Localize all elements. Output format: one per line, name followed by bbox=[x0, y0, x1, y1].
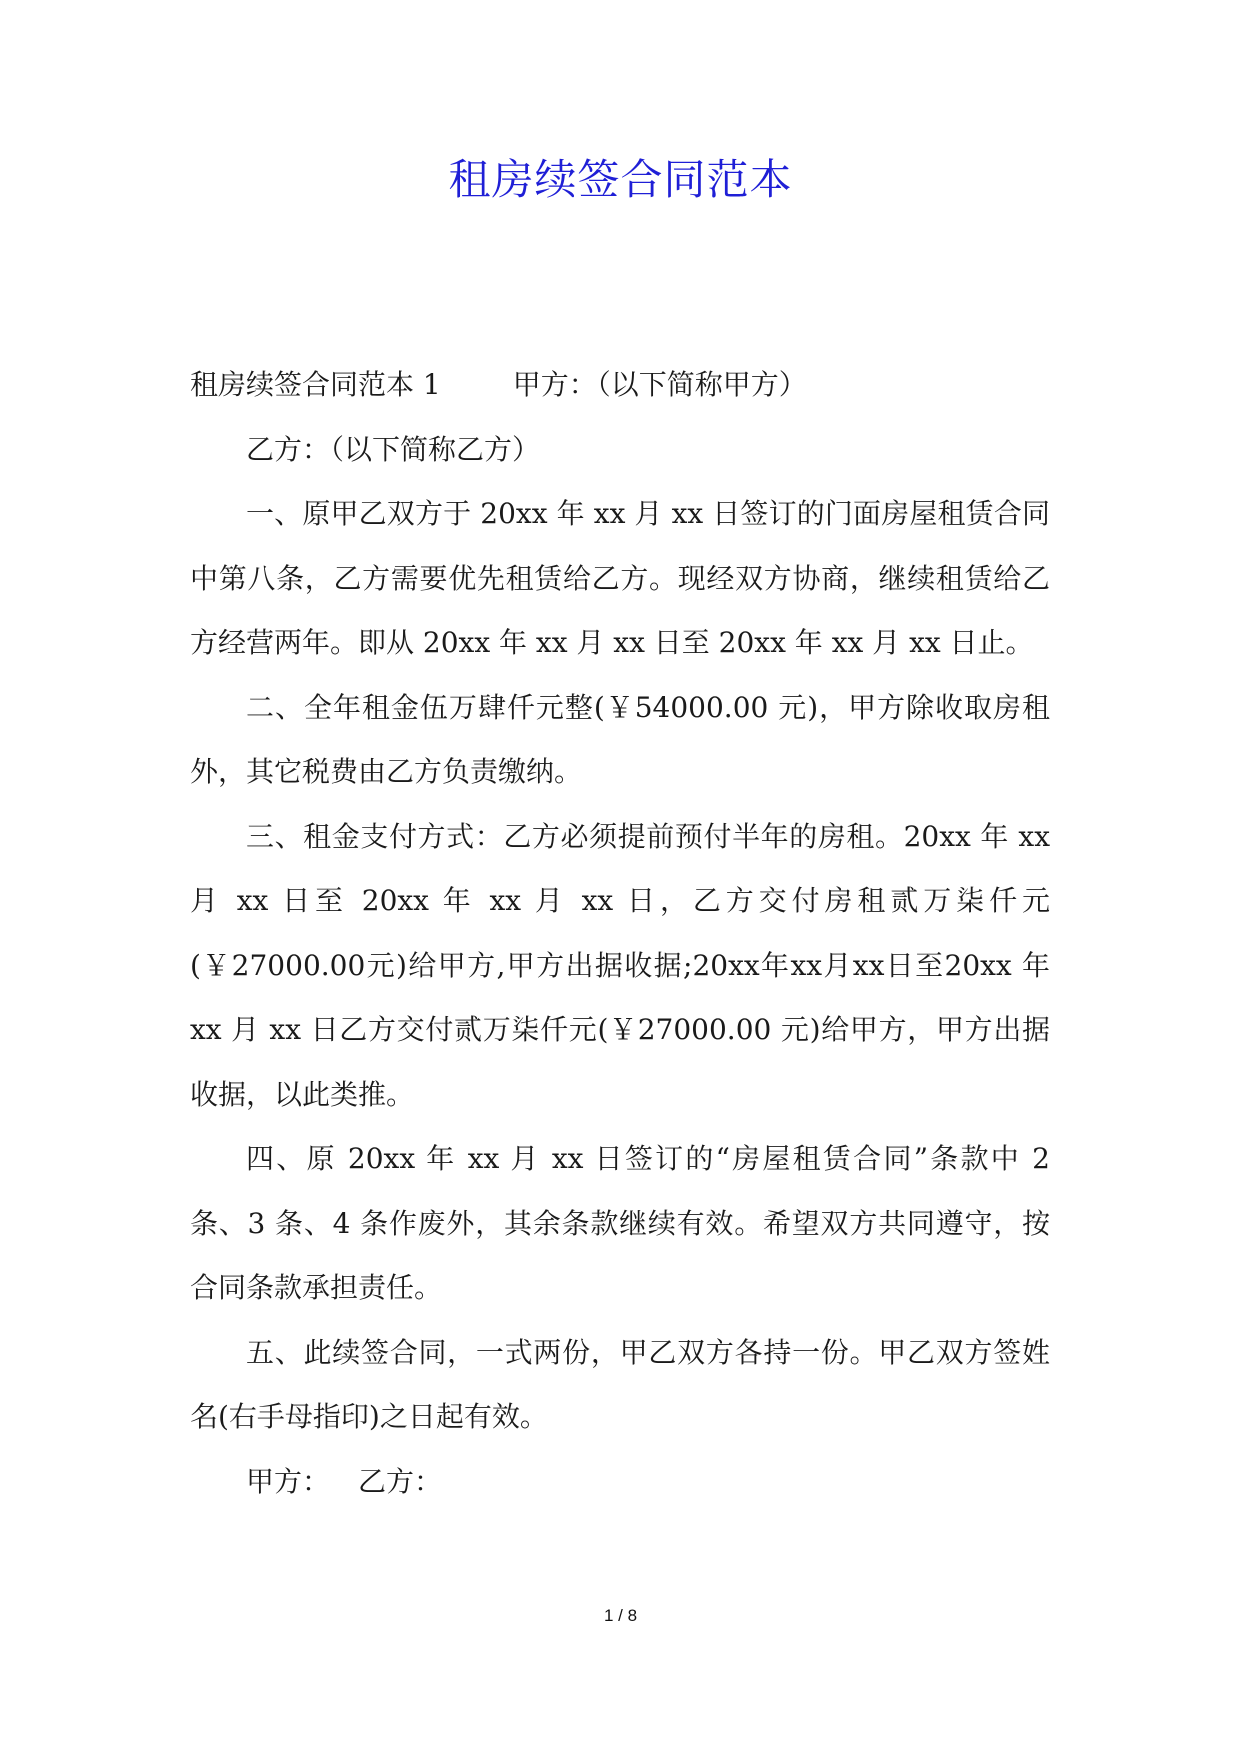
document-title: 租房续签合同范本 bbox=[448, 155, 793, 204]
heading-line bbox=[190, 353, 1050, 418]
clause-4: 四、原 20xx 年 xx 月 xx 日签订的“房屋租赁合同”条款中 2 条、3 条、4 条作废外，其余条款继续有效。希望双方共同遵守，按合同条款承担责任。 bbox=[190, 1142, 1050, 1304]
clause-3: 三、租金支付方式：乙方必须提前预付半年的房租。20xx 年 xx 月 xx 日至 20xx 年 xx 月 xx 日，乙方交付房租贰万柒仟元(￥27000.00元)给甲方,甲方出据收据;20xx年xx月xx日至20xx 年 xx 月 xx 日乙方交付贰万柒仟元(￥27000.00 元)给甲方，甲方出据收据，以此类推。 bbox=[190, 819, 1050, 1111]
party-b-signature-label: 乙方： bbox=[358, 1464, 443, 1498]
page-number: 1 / 8 bbox=[603, 1606, 638, 1625]
clause-1: 一、原甲乙双方于 20xx 年 xx 月 xx 日签订的门面房屋租赁合同中第八条，乙方需要优先租赁给乙方。现经双方协商，继续租赁给乙方经营两年。即从 20xx 年 xx 月 xx 日至 20xx 年 xx 月 xx 日止。 bbox=[190, 497, 1050, 659]
party-a-signature-label: 甲方： bbox=[246, 1464, 331, 1498]
clause-2: 二、全年租金伍万肆仟元整(￥54000.00 元)，甲方除收取房租外，其它税费由乙方负责缴纳。 bbox=[190, 690, 1050, 788]
clause-5: 五、此续签合同，一式两份，甲乙双方各持一份。甲乙双方签姓名(右手母指印)之日起有效。 bbox=[190, 1335, 1050, 1433]
party-b-intro: 乙方：（以下简称乙方） bbox=[246, 432, 541, 466]
document-body bbox=[190, 353, 1050, 1514]
signature-line bbox=[190, 1450, 1050, 1515]
party-a-intro: 甲方：（以下简称甲方） bbox=[512, 368, 807, 401]
section-title: 租房续签合同范本 1 bbox=[190, 368, 441, 401]
